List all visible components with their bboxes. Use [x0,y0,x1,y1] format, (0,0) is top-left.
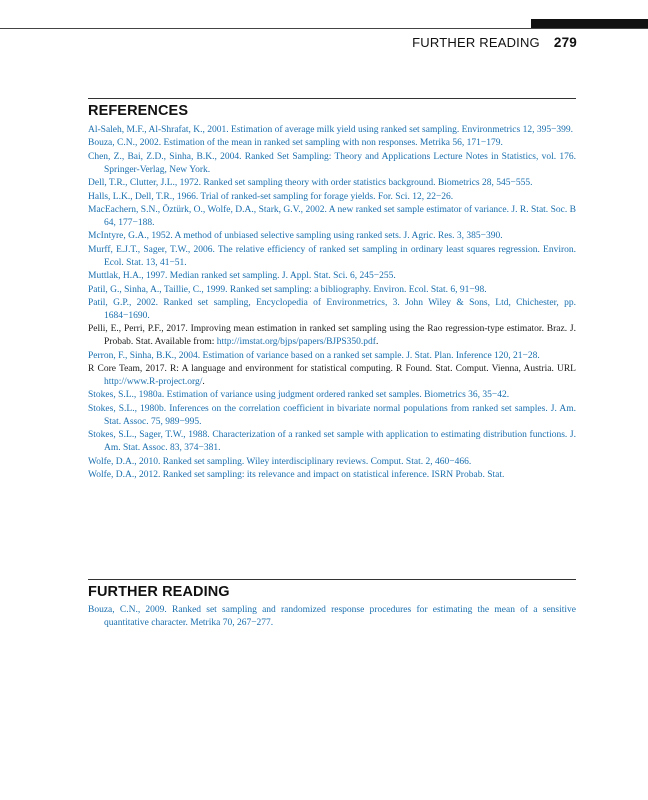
reference-item[interactable]: Bouza, C.N., 2002. Estimation of the mean in ranked set sampling with non responses. Metrika 56, 171−179. [88,138,503,149]
reference-item[interactable]: Chen, Z., Bai, Z.D., Sinha, B.K., 2004. Ranked Set Sampling: Theory and Applications Lecture Notes in Statistics, vol. 176. Springer-Verlag, New York. [88,151,576,175]
reference-item[interactable]: Wolfe, D.A., 2010. Ranked set sampling. Wiley interdisciplinary reviews. Comput. Stat. 2, 460−466. [88,456,472,467]
reference-text: Pelli, E., Perri, P.F., 2017. Improving mean estimation in ranked set sampling using the Rao regression-type estimator. Braz. J. Probab. Stat. Available from: [88,324,576,348]
header-rule [0,28,648,29]
reference-end: . [202,377,205,388]
reference-end: . [375,337,379,348]
references-rule [88,98,576,99]
page-number: 279 [553,35,577,50]
reference-item[interactable]: MacEachern, S.N., Öztürk, O., Wolfe, D.A., Stark, G.V., 2002. A new ranked set sample estimator of variance. J. R. Stat. Soc. B 64, 177−188. [88,204,576,228]
reference-item[interactable]: Dell, T.R., Clutter, J.L., 1972. Ranked set sampling theory with order statistics background. Biometrics 28, 545−555. [88,178,533,189]
references-heading: REFERENCES [88,103,189,119]
reference-item[interactable]: Muttlak, H.A., 1997. Median ranked set sampling. J. Appl. Stat. Sci. 6, 245−255. [88,271,396,282]
reference-item[interactable]: Stokes, S.L., 1980b. Inferences on the correlation coefficient in bivariate normal populations from ranked set samples. J. Am. Stat. Assoc. 75, 989−995. [88,403,576,427]
reference-item[interactable]: McIntyre, G.A., 1952. A method of unbiased selective sampling using ranked sets. J. Agric. Res. 3, 385−390. [88,231,503,242]
reference-item[interactable]: Stokes, S.L., Sager, T.W., 1988. Characterization of a ranked set sample with application to estimating distribution functions. J. Am. Stat. Assoc. 83, 374−381. [88,430,576,454]
reference-item[interactable]: Wolfe, D.A., 2012. Ranked set sampling: its relevance and impact on statistical inference. ISRN Probab. Stat. [88,470,505,481]
reference-link[interactable]: http://imstat.org/bjps/papers/BJPS350.pdf [216,337,376,348]
reference-link[interactable]: http://www.R-project.org/ [104,377,203,388]
reference-text: R Core Team, 2017. R: A language and environment for statistical computing. R Found. Stat. Comput. Vienna, Austria. URL [88,364,576,375]
running-title: FURTHER READING [412,35,540,50]
reference-item[interactable]: Murff, E.J.T., Sager, T.W., 2006. The relative efficiency of ranked set sampling in ordinary least squares regression. Environ. Ecol. Stat. 13, 41−51. [88,244,576,268]
reference-item[interactable]: Bouza, C.N., 2009. Ranked set sampling and randomized response procedures for estimating the mean of a sensitive quantitative character. Metrika 70, 267−277. [88,605,576,628]
reference-item[interactable]: Patil, G.P., 2002. Ranked set sampling, Encyclopedia of Environmetrics, 3. John Wiley & Sons, Ltd, Chichester, pp. 1684−1690. [88,297,576,321]
reference-item[interactable]: Al-Saleh, M.F., Al-Shrafat, K., 2001. Estimation of average milk yield using ranked set sampling. Environmetrics 12, 395−399. [88,125,574,135]
running-head [412,35,577,50]
reference-item[interactable]: Halls, L.K., Dell, T.R., 1966. Trial of ranked-set sampling for forage yields. For. Sci. 12, 22−26. [88,191,454,202]
further-reading-heading: FURTHER READING [88,584,230,600]
further-reading-rule [88,579,576,580]
reference-item [88,363,576,389]
reference-item[interactable]: Patil, G., Sinha, A., Taillie, C., 1999. Ranked set sampling: a bibliography. Environ. Ecol. Stat. 6, 91−98. [88,284,487,295]
reference-item[interactable]: Perron, F., Sinha, B.K., 2004. Estimation of variance based on a ranked set sample. J. Stat. Plan. Inference 120, 21−28. [88,350,540,361]
further-reading-list [88,604,576,630]
reference-item [88,323,576,349]
reference-item[interactable]: Stokes, S.L., 1980a. Estimation of variance using judgment ordered ranked set samples. Biometrics 36, 35−42. [88,390,510,401]
references-list [88,124,576,482]
